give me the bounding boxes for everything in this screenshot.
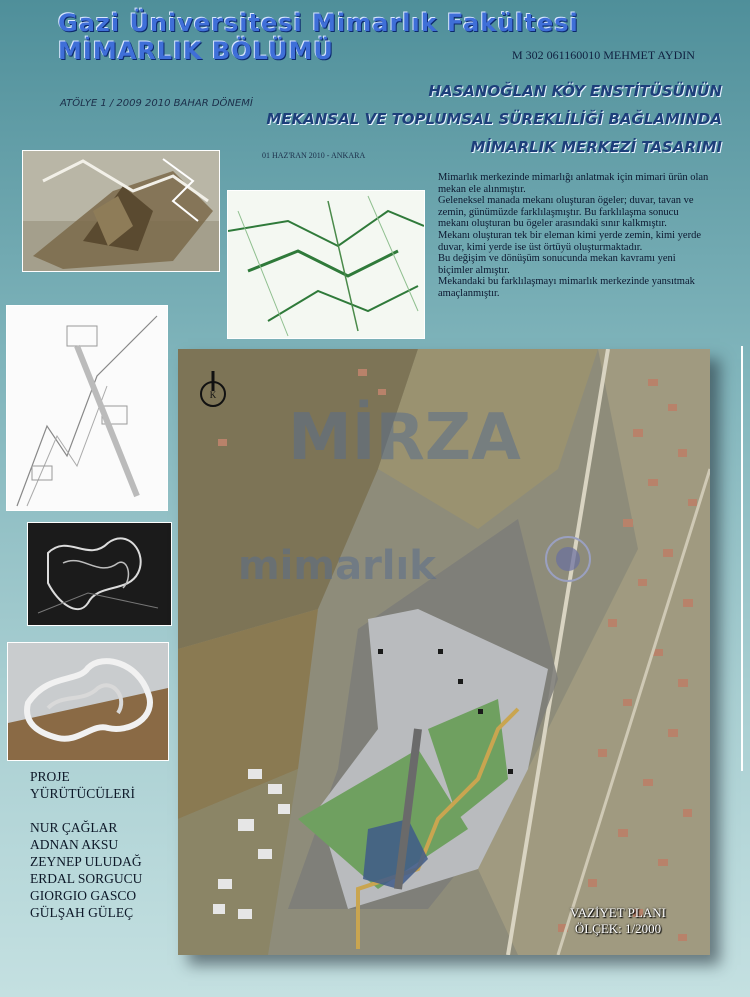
site-plan-scale: ÖLÇEK: 1/2000: [574, 921, 662, 936]
project-title-line1: HASANOĞLAN KÖY ENSTİTÜSÜNÜN: [428, 82, 722, 100]
advisor-name: ADNAN AKSU: [30, 837, 119, 852]
description-paragraph: Mimarlık merkezinde mimarlığı anlatmak için mimari ürün olan mekan ele alınmıştır.: [438, 172, 709, 195]
advisors-heading-2: YÜRÜTÜCÜLERİ: [30, 786, 135, 801]
watermark-mirza: MİRZA: [288, 401, 521, 475]
model-photo-1: [22, 150, 220, 272]
project-advisors: [30, 768, 142, 921]
advisor-name: NUR ÇAĞLAR: [30, 820, 118, 835]
department-title: MİMARLIK BÖLÜMÜ: [58, 37, 334, 65]
atelier-semester: ATÖLYE 1 / 2009 2010 BAHAR DÖNEMİ: [60, 98, 253, 109]
university-title: Gazi Üniversitesi Mimarlık Fakültesi: [58, 9, 579, 37]
site-plan-map: [178, 349, 710, 955]
student-info: M 302 061160010 MEHMET AYDIN: [512, 48, 695, 62]
plan-sketch-drawing: [6, 305, 168, 511]
description-paragraph: Mekandaki bu farklılaşmayı mimarlık merkezinde yansıtmak amaçlanmıştır.: [438, 276, 695, 299]
advisor-name: ERDAL SORGUCU: [30, 871, 143, 886]
date-location: 01 HAZ'RAN 2010 - ANKARA: [262, 151, 366, 160]
site-plan-title: VAZİYET PLANI: [570, 905, 666, 920]
advisor-name: GÜLŞAH GÜLEÇ: [30, 905, 134, 920]
project-title-line3: MİMARLIK MERKEZİ TASARIMI: [470, 138, 722, 156]
model-photo-3: [7, 642, 169, 761]
project-description: [438, 172, 710, 300]
description-paragraph: Geleneksel manada mekanı oluşturan ögeler; duvar, tavan ve zemin, günümüzde farklılaşmıştır. Bu farklılaşma sonucu mekanı oluşturan bu ögeler arasındaki sınır kalkmıştır.: [438, 195, 694, 230]
model-photo-dark: [27, 522, 172, 626]
advisors-heading-1: PROJE: [30, 769, 70, 784]
advisor-name: ZEYNEP ULUDAĞ: [30, 854, 142, 869]
site-plan-caption: [570, 905, 666, 937]
watermark-mimarlik: mimarlık: [238, 543, 436, 589]
advisor-name: GIORGIO GASCO: [30, 888, 137, 903]
side-bar-line: [741, 346, 743, 771]
description-paragraph: Bu değişim ve dönüşüm sonucunda mekan kavramı yeni biçimler almıştır.: [438, 253, 676, 276]
project-title-line2: MEKANSAL VE TOPLUMSAL SÜREKLİLİĞİ BAĞLAMINDA: [266, 110, 722, 128]
description-paragraph: Mekanı oluşturan tek bir eleman kimi yerde zemin, kimi yerde duvar, kimi yerde ise üst örtüyü oluşturmaktadır.: [438, 229, 702, 253]
site-sketch-drawing: [227, 190, 425, 339]
north-arrow-label: K: [209, 390, 217, 400]
